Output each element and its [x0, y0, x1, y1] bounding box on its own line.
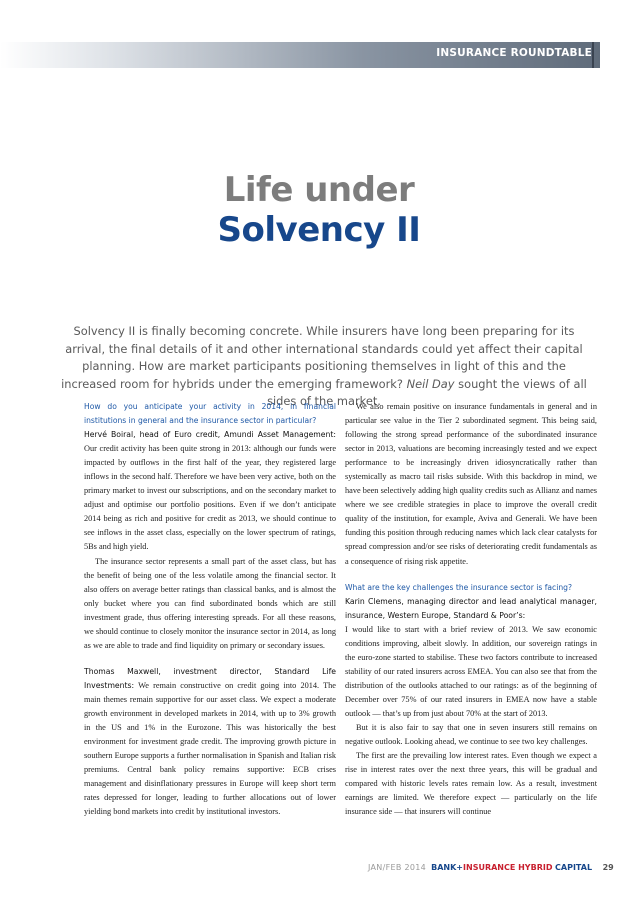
right-column: [345, 400, 597, 819]
left-column: [84, 400, 336, 819]
brand-insurance-hybrid: INSURANCE HYBRID: [463, 863, 553, 872]
paragraph: We also remain positive on insurance fundamentals in general and in particular see value in the Tier 2 subordinated segment. This being said, following the strong spread performance of the subordinated insurance sector in 2013, valuations are becoming increasingly tested and we expect performance to be increasingly driven idiosyncratically rather than systemically as macro tail risks subside. With this backdrop in mind, we have been selectively adding high quality credits such as Allianz and names where we see credible strategies in place to improve the overall credit quality of the institution, for example, Aviva and Generali. We have been funding this position through reducing names which lack clear catalysts for spread compression and/or see risks of deteriorating credit fundamentals as a consequence of rising risk appetite.: [345, 402, 597, 566]
paragraph: The insurance sector represents a small part of the asset class, but has the benefit of being one of the less volatile among the financial sector. It also offers on average better ratings than classical banks, and is almost the only bucket where you can find subordinated bonds which are still investment grade, thus offering interesting spreads. For all these reasons, we should continue to closely monitor the insurance sector in 2014, as long as we are able to trade and find liquidity on primary or secondary issues.: [84, 556, 336, 650]
paragraph-text: Our credit activity has been quite strong in 2013: although our funds were impacted by outflows in the first half of the year, they registered large inflows in the second half. Therefore we have been very active, both on the primary market to invest our subscriptions, and on the secondary market to adjust and optimise our portfolio positions. Even if we don’t anticipate 2014 being as rich and positive for credit as 2013, we should continue to see inflows in the asset class, especially on the lower spectrum of ratings, 5Bs and high yield.: [84, 444, 336, 552]
paragraph: [84, 428, 336, 554]
spacer: [84, 653, 336, 665]
question-1: How do you anticipate your activity in 2014, in financial institutions in general and the insurance sector in particular?: [84, 402, 336, 426]
question-2: What are the key challenges the insurance sector is facing?: [345, 582, 572, 592]
issue-date: JAN/FEB 2014: [368, 863, 427, 872]
paragraph-text: We remain constructive on credit going into 2014. The main themes remain supportive for our asset class. We expect a moderate growth environment in developed markets in 2014, with up to 3% growth in the US and 1% in the Eurozone. This was historically the best environment for investment grade credit. The improving growth picture in southern Europe supports a further normalisation in Spanish and Italian risk premiums. Central bank policy remains supportive: ECB crises management and disinflationary pressures in Europe will keep short term rates depressed for longer, leading to further allocations out of lower yielding bond markets into credit by institutional investors.: [84, 680, 336, 817]
standfirst-tail: sought the views of all sides of the market.: [267, 376, 587, 408]
brand-capital: CAPITAL: [555, 863, 593, 872]
speaker-name: Thomas Maxwell, investment director, Standard Life Investments:: [84, 666, 336, 690]
standfirst-author: Neil Day: [406, 376, 455, 391]
speaker-name: Karin Clemens, managing director and lead analytical manager, insurance, Western Europe, Standard & Poor’s:: [345, 596, 597, 620]
page-number: 29: [602, 863, 614, 872]
page-footer: [368, 863, 614, 872]
standfirst-text: Solvency II is finally becoming concrete. While insurers have long been preparing for its arrival, the final details of it and other international standards could yet affect their capital planning. How are market participants positioning themselves in light of this and the increased room for hybrids under the emerging framework?: [61, 324, 583, 391]
paragraph: [84, 665, 336, 820]
spacer: [345, 569, 597, 581]
paragraph: But it is also fair to say that one in seven insurers still remains on negative outlook. Looking ahead, we continue to see two key challenges.: [345, 723, 597, 747]
paragraph: The first are the prevailing low interest rates. Even though we expect a rise in interest rates over the next three years, this will be gradual and compared with historic levels rates remain low. As a result, investment earnings are limited. We therefore expect — particularly on the life insurance side — that insurers will continue: [345, 751, 597, 817]
paragraph: I would like to start with a brief review of 2013. We saw economic conditions improving, albeit slowly. In addition, our sovereign ratings in the euro-zone started to stabilise. These two factors contribute to increased stability of our rated insurers across EMEA. You can also see that from the distribution of the outlooks attached to our ratings: as of the beginning of December over 75% of our rated insurers in EMEA now have a stable outlook — that’s up from just about 70% at the start of 2013.: [345, 624, 597, 718]
brand-bank: BANK+: [431, 863, 464, 872]
standfirst: [56, 323, 592, 411]
section-label: INSURANCE ROUNDTABLE: [436, 47, 592, 59]
title-line-1: Life under: [223, 170, 415, 210]
title-line-2: Solvency II: [217, 210, 421, 250]
header-divider: [592, 42, 594, 68]
speaker-name: Hervé Boiral, head of Euro credit, Amundi Asset Management:: [84, 430, 336, 440]
article-title: [0, 170, 638, 250]
section-header-bar: [0, 42, 600, 68]
